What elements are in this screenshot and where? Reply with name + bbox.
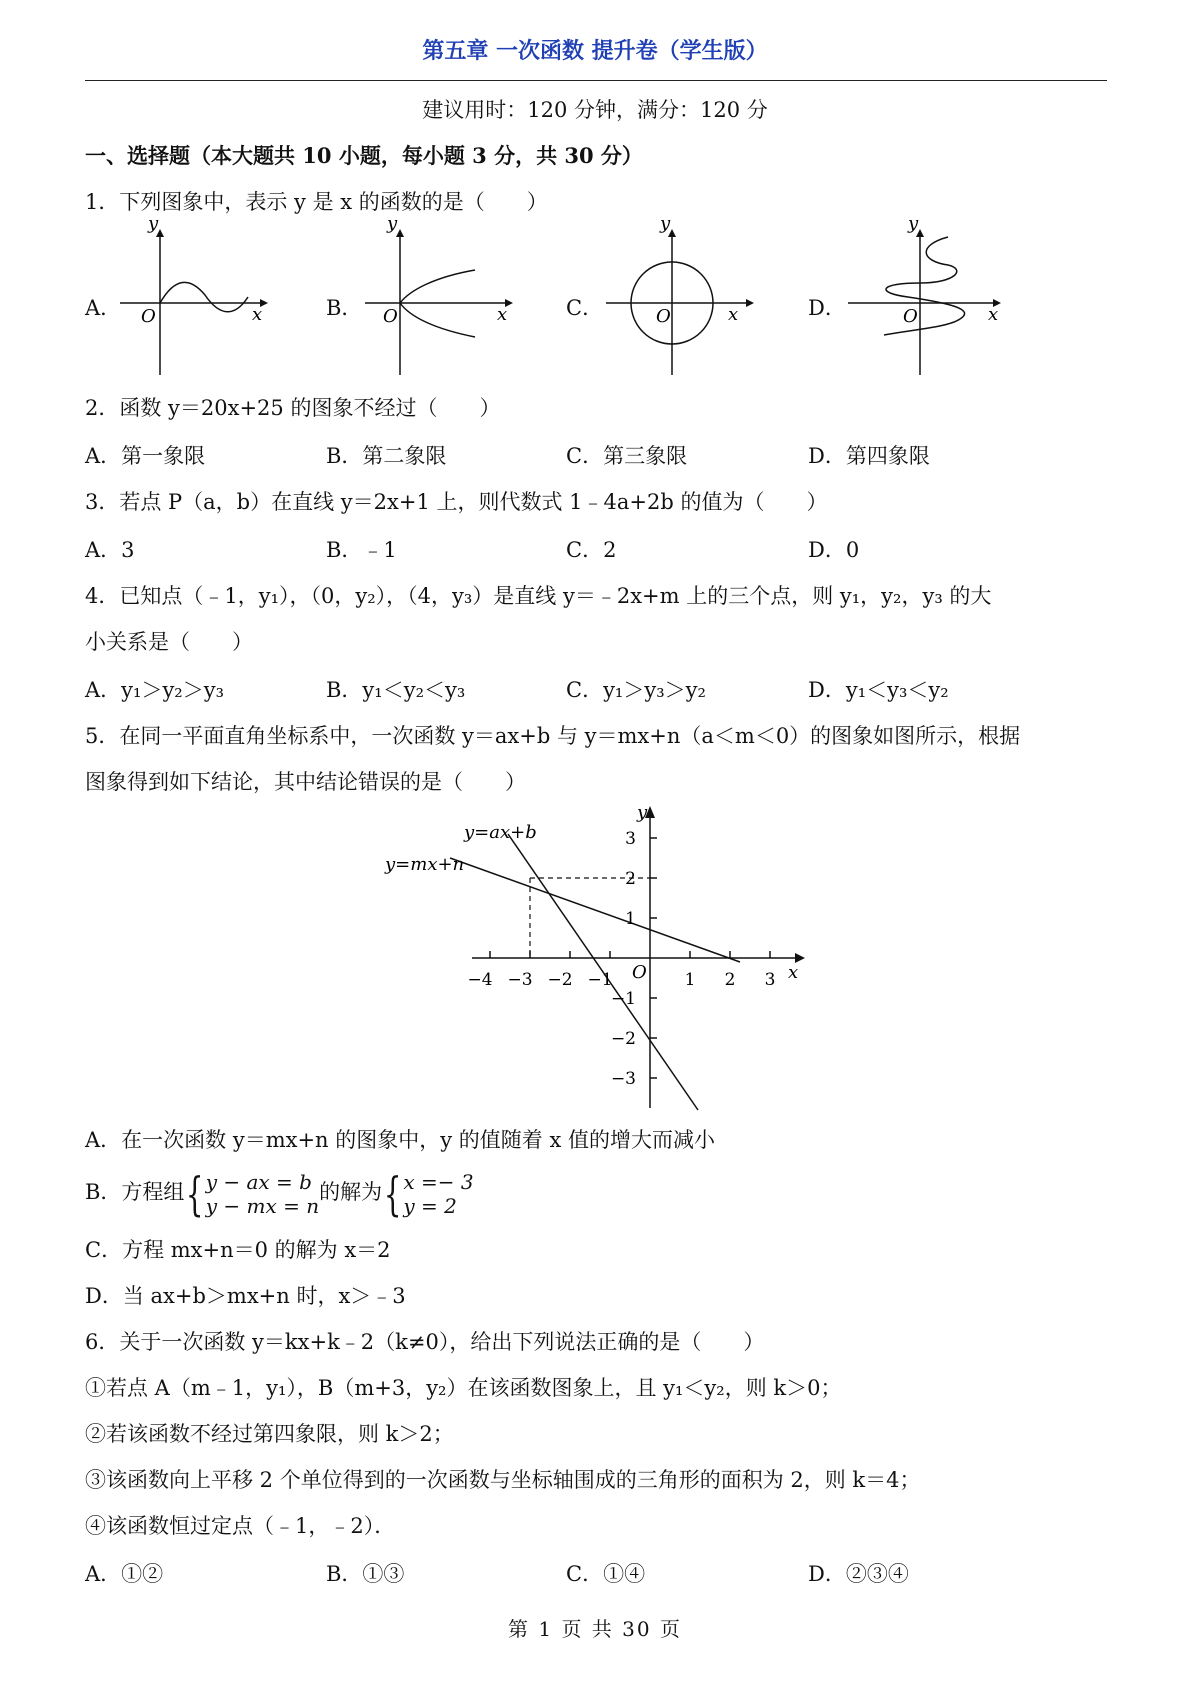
- q6-option-b: B．①③: [326, 1562, 405, 1586]
- q1c-x-label: x: [728, 304, 739, 325]
- q5-option-d: D．当 ax+b＞mx+n 时，x＞﹣3: [85, 1284, 406, 1308]
- q5-ytick: 2: [625, 869, 636, 889]
- q1b-origin: O: [383, 306, 398, 327]
- q3-option-c: C．2: [566, 538, 617, 562]
- q5-xtick: −4: [467, 970, 493, 990]
- q1b-x-label: x: [497, 304, 508, 325]
- q6-stem: 6．关于一次函数 y＝kx+k﹣2（k≠0），给出下列说法正确的是（ ）: [85, 1330, 765, 1354]
- q5-ytick: 1: [625, 909, 636, 929]
- q2-option-c: C．第三象限: [566, 444, 688, 468]
- q5-stem-line1: 5．在同一平面直角坐标系中，一次函数 y＝ax+b 与 y＝mx+n（a＜m＜0）的图象如图所示，根据: [85, 724, 1021, 748]
- q1-option-b: B．: [326, 296, 363, 320]
- left-brace: {: [383, 1166, 402, 1221]
- q6-option-d: D．②③④: [808, 1562, 909, 1586]
- q4-option-c: C．y₁＞y₃＞y₂: [566, 678, 706, 702]
- q1a-origin: O: [141, 306, 156, 327]
- q5-xtick: −1: [587, 970, 613, 990]
- q4-option-b: B．y₁＜y₂＜y₃: [326, 678, 466, 702]
- q1d-x-label: x: [988, 304, 999, 325]
- q6-statement-3: ③该函数向上平移 2 个单位得到的一次函数与坐标轴围成的三角形的面积为 2，则 k＝4；: [85, 1468, 921, 1492]
- q5-solution: [403, 1170, 473, 1218]
- q2-option-d: D．第四象限: [808, 444, 930, 468]
- q5-solution-x: x =− 3: [403, 1169, 474, 1194]
- q5-label-mx: y=mx+n: [385, 854, 465, 875]
- q1a-y-label: y: [148, 213, 159, 234]
- q4-stem-line1: 4．已知点（﹣1，y₁），（0，y₂），（4，y₃）是直线 y＝﹣2x+m 上的三个点，则 y₁，y₂，y₃ 的大: [85, 584, 992, 608]
- q5-label-ax: y=ax+b: [464, 822, 537, 843]
- q5-system-eq2: y − mx = n: [205, 1193, 320, 1218]
- q5-system: [206, 1170, 319, 1218]
- q5-stem-line2: 图象得到如下结论，其中结论错误的是（ ）: [85, 770, 526, 794]
- q5-ytick: 3: [625, 829, 636, 849]
- q1-stem: 1．下列图象中，表示 y 是 x 的函数的是（ ）: [85, 190, 548, 214]
- q1b-y-label: y: [387, 213, 398, 234]
- q3-option-a: A．3: [85, 538, 135, 562]
- q1c-origin: O: [656, 306, 671, 327]
- q4-stem-line2: 小关系是（ ）: [85, 630, 253, 654]
- q5-xtick: 1: [684, 970, 696, 990]
- page-title: 第五章 一次函数 提升卷（学生版）: [422, 39, 768, 64]
- q1-option-d: D．: [808, 296, 846, 320]
- q6-statement-4: ④该函数恒过定点（﹣1，﹣2）．: [85, 1514, 396, 1538]
- q5-xtick: −3: [507, 970, 533, 990]
- q2-option-a: A．第一象限: [85, 444, 206, 468]
- q3-stem: 3．若点 P（a，b）在直线 y＝2x+1 上，则代数式 1﹣4a+2b 的值为（ ）: [85, 490, 828, 514]
- q6-option-a: A．①②: [85, 1562, 164, 1586]
- q1d-y-label: y: [908, 213, 919, 234]
- time-score-info: 建议用时：120 分钟，满分：120 分: [422, 98, 768, 122]
- q1a-x-label: x: [252, 304, 263, 325]
- q5-y-axis-label: y: [637, 802, 648, 823]
- q3-option-d: D．0: [808, 538, 860, 562]
- q1c-y-label: y: [660, 213, 671, 234]
- q2-option-b: B．第二象限: [326, 444, 447, 468]
- page-footer: 第 1 页 共 30 页: [508, 1617, 682, 1641]
- q5-ytick: −2: [610, 1029, 636, 1049]
- q4-option-a: A．y₁＞y₂＞y₃: [85, 678, 225, 702]
- q2-stem: 2．函数 y＝20x+25 的图象不经过（ ）: [85, 396, 501, 420]
- q5-solution-y: y = 2: [403, 1193, 457, 1218]
- q5-xtick: −2: [547, 970, 573, 990]
- q4-option-d: D．y₁＜y₃＜y₂: [808, 678, 949, 702]
- q5-option-b-mid: 的解为: [319, 1180, 383, 1204]
- q5-xtick: 2: [724, 970, 736, 990]
- q5-xtick: 3: [764, 970, 776, 990]
- q6-option-c: C．①④: [566, 1562, 646, 1586]
- left-brace: {: [186, 1166, 204, 1221]
- q5-option-b-prefix: B．方程组: [85, 1180, 185, 1204]
- q5-x-axis-label: x: [788, 962, 799, 983]
- q5-ytick: −3: [610, 1069, 636, 1089]
- q6-statement-1: ①若点 A（m﹣1，y₁），B（m+3，y₂）在该函数图象上，且 y₁＜y₂，则 k＞0；: [85, 1376, 842, 1400]
- section-heading: 一、选择题（本大题共 10 小题，每小题 3 分，共 30 分）: [85, 143, 643, 168]
- q5-option-c: C．方程 mx+n＝0 的解为 x＝2: [85, 1238, 391, 1262]
- q1-option-c: C．: [566, 296, 604, 320]
- q5-option-b: [85, 1164, 474, 1220]
- q5-option-a: A．在一次函数 y＝mx+n 的图象中，y 的值随着 x 值的增大而减小: [85, 1128, 715, 1152]
- q1d-origin: O: [903, 306, 918, 327]
- q5-ytick: −1: [610, 989, 636, 1009]
- q6-statement-2: ②若该函数不经过第四象限，则 k＞2；: [85, 1422, 454, 1446]
- q1-option-a: A．: [85, 296, 122, 320]
- q5-system-eq1: y − ax = b: [205, 1169, 312, 1194]
- q5-origin: O: [632, 962, 647, 983]
- q3-option-b: B．﹣1: [326, 538, 397, 562]
